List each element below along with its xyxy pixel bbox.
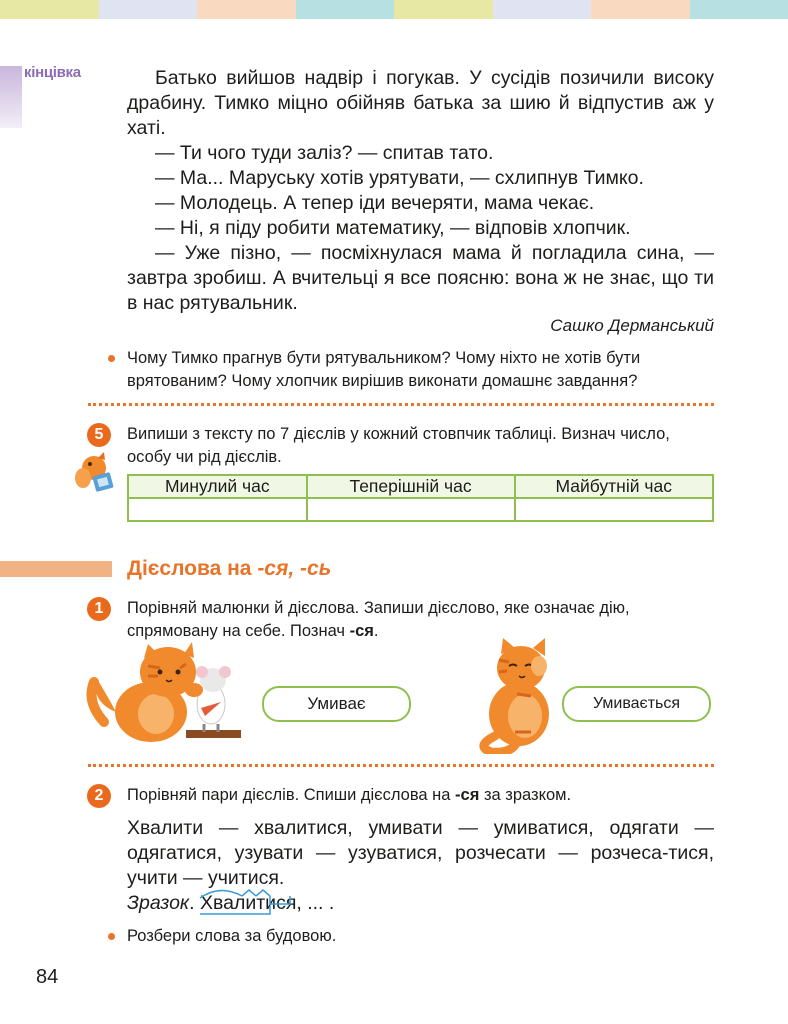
sample-word-text: Хвалитися xyxy=(199,892,297,914)
stripe-segment xyxy=(493,0,592,19)
sample-dot: . xyxy=(189,892,195,914)
task2-text-bold: -ся xyxy=(455,786,480,804)
sample-word xyxy=(200,892,296,915)
dotted-divider xyxy=(88,764,714,767)
sample-label: Зразок xyxy=(127,892,190,914)
task1-text-end: . xyxy=(373,622,379,640)
verb-pairs-text: Хвалити — хвалитися, умивати — умиватися, одягати — одягатися, узувати — узуватися, розчесати — розчеса-тися, учити — учитися. xyxy=(127,817,714,889)
stripe-segment xyxy=(0,0,99,19)
table-row xyxy=(128,498,713,521)
squirrel-book-icon xyxy=(74,448,118,496)
table-header-present: Теперішній час xyxy=(307,475,515,498)
task2-text xyxy=(127,784,714,807)
sample-tail: , ... . xyxy=(296,892,335,914)
cat-washing-itself-illustration xyxy=(477,636,555,754)
dialogue-line: — Уже пізно, — посміхнулася мама й погладила сина, — завтра зробиш. А вчительці я все поясню: вона ж не знає, що ти в нас рятувальник. xyxy=(127,242,714,314)
section-heading xyxy=(127,557,331,581)
page-number: 84 xyxy=(36,966,59,988)
section-label: кінцівка xyxy=(24,64,81,81)
sample-line xyxy=(127,892,334,915)
task1-text xyxy=(127,597,714,643)
cat-washing-mouse-illustration xyxy=(86,642,262,744)
stripe-segment xyxy=(591,0,690,19)
table-cell-empty xyxy=(515,498,714,521)
stripe-segment xyxy=(197,0,296,19)
stripe-segment xyxy=(296,0,395,19)
task-number-badge: 1 xyxy=(87,597,111,621)
task-number-badge: 2 xyxy=(87,784,111,808)
task1-text-bold: -ся xyxy=(349,622,374,640)
table-header-past: Минулий час xyxy=(128,475,307,498)
table-header-future: Майбутній час xyxy=(515,475,714,498)
morpheme-marks-icon xyxy=(200,884,300,924)
task2-text-prefix: Порівняй пари дієслів. Спиши дієслова на xyxy=(127,786,456,804)
task2-bullet: Розбери слова за будовою. xyxy=(127,927,337,945)
story-paragraph: Батько вийшов надвір і погукав. У сусідів позичили високу драбину. Тимко міцно обійняв батька за шию й відпустив аж у хаті. xyxy=(127,67,714,139)
dotted-divider xyxy=(88,403,714,406)
table-cell-empty xyxy=(307,498,515,521)
dialogue-line: — Ти чого туди заліз? — спитав тато. xyxy=(155,142,494,164)
bullet-dot xyxy=(108,933,115,940)
side-tab-marker xyxy=(0,66,22,128)
verb-box-umyvaie: Умиває xyxy=(262,686,411,722)
stripe-segment xyxy=(690,0,788,19)
question-text: Чому Тимко прагнув бути рятувальником? Чому ніхто не хотів бути врятованим? Чому хлопчик вирішив виконати домашнє завдання? xyxy=(127,349,641,390)
verb-box-umyvaietsia: Умивається xyxy=(562,686,711,722)
task-number-badge: 5 xyxy=(87,423,111,447)
stripe-segment xyxy=(394,0,493,19)
story-author: Сашко Дерманський xyxy=(550,316,714,335)
task1-text-prefix: Порівняй малюнки й дієслова. Запиши дієслово, яке означає дію, спрямовану на себе. Познач xyxy=(127,599,630,640)
stripe-segment xyxy=(99,0,198,19)
heading-accent-bar xyxy=(0,561,112,577)
dialogue-line: — Ні, я піду робити математику, — відповів хлопчик. xyxy=(155,217,631,239)
verbs-table xyxy=(127,474,714,522)
task2-text-suffix: за зразком. xyxy=(479,786,572,804)
heading-suffix: -ся, -сь xyxy=(257,557,332,580)
header-stripe xyxy=(0,0,788,19)
dialogue-line: — Молодець. А тепер іди вечеряти, мама чекає. xyxy=(155,192,595,214)
dialogue-line: — Ма... Маруську хотів урятувати, — схлипнув Тимко. xyxy=(155,167,644,189)
heading-prefix: Дієслова на xyxy=(127,557,258,580)
table-cell-empty xyxy=(128,498,307,521)
table-header-row xyxy=(128,475,713,498)
bullet-dot xyxy=(108,355,115,362)
task5-text: Випиши з тексту по 7 дієслів у кожний стовпчик таблиці. Визнач число, особу чи рід дієслів. xyxy=(127,425,670,466)
